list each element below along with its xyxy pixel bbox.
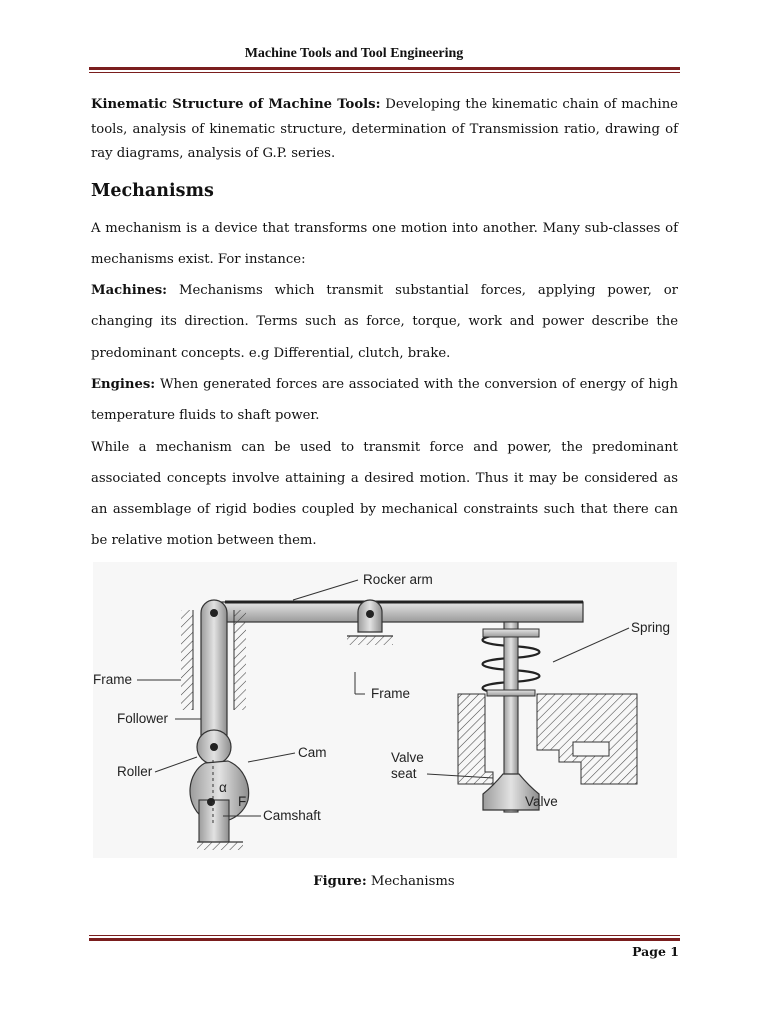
running-header: Machine Tools and Tool Engineering bbox=[244, 46, 464, 61]
label-follower: Follower bbox=[117, 711, 169, 726]
intro-paragraph bbox=[91, 93, 678, 167]
intro-label: Kinematic Structure of Machine Tools: bbox=[91, 97, 381, 112]
paragraph-mechanism-definition: A mechanism is a device that transforms one motion into another. Many sub-classes of mechanisms exist. For instance: bbox=[91, 220, 678, 267]
footer-rule-thin bbox=[89, 935, 680, 936]
label-valve: Valve bbox=[525, 794, 558, 809]
valve-body-left bbox=[458, 694, 493, 784]
engines-text: When generated forces are associated with the conversion of energy of high temperature fluids to shaft power. bbox=[91, 376, 678, 424]
left-frame-hatch bbox=[181, 610, 193, 710]
label-rocker-arm: Rocker arm bbox=[363, 572, 433, 587]
label-camshaft: Camshaft bbox=[263, 808, 321, 823]
figure-caption-label: Figure: bbox=[313, 874, 367, 889]
figure-caption bbox=[0, 874, 768, 889]
intro-text: Developing the kinematic chain of machine tools, analysis of kinematic structure, determination of Transmission ratio, drawing of ray diagrams, analysis of G.P. series. bbox=[91, 97, 678, 161]
camshaft-post bbox=[199, 800, 229, 842]
paragraph-motion: While a mechanism can be used to transmit force and power, the predominant associated concepts involve attaining a desired motion. Thus it may be considered as an assemblage of rigid bodies coupled by mechanical constraints such that there can be relative motion between them. bbox=[91, 439, 678, 549]
machines-label: Machines: bbox=[91, 283, 168, 299]
left-frame-hatch-right bbox=[234, 610, 246, 710]
label-force: F bbox=[238, 794, 247, 809]
page-number: Page 1 bbox=[632, 944, 679, 959]
mechanism-figure bbox=[93, 562, 677, 858]
rocker-arm-bar bbox=[221, 602, 583, 622]
label-frame-center: Frame bbox=[371, 686, 411, 701]
header-rule-thick bbox=[89, 67, 680, 70]
label-roller: Roller bbox=[117, 764, 153, 779]
header-rule-thin bbox=[89, 72, 680, 73]
label-alpha: α bbox=[219, 780, 227, 795]
label-spring: Spring bbox=[631, 620, 671, 635]
follower-rod bbox=[201, 600, 227, 750]
mechanism-diagram bbox=[93, 562, 677, 858]
valve-body-right bbox=[537, 694, 637, 784]
paragraph-engines bbox=[91, 369, 678, 432]
figure-caption-text: Mechanisms bbox=[366, 874, 455, 889]
label-valve-seat-1: Valve bbox=[391, 750, 424, 765]
label-frame-left: Frame bbox=[93, 672, 133, 687]
section-heading: Mechanisms bbox=[91, 180, 214, 201]
label-valve-seat-2: seat bbox=[391, 766, 417, 781]
page-content bbox=[91, 93, 678, 557]
footer-rule-thick bbox=[89, 938, 680, 941]
machines-text: Mechanisms which transmit substantial forces, applying power, or changing its direction. Terms such as force, torque, work and power describe the predominant concepts. e.g Differential, clutch, brake. bbox=[91, 283, 678, 361]
engines-label: Engines: bbox=[91, 376, 156, 392]
label-cam: Cam bbox=[298, 745, 327, 760]
paragraph-machines bbox=[91, 275, 678, 369]
